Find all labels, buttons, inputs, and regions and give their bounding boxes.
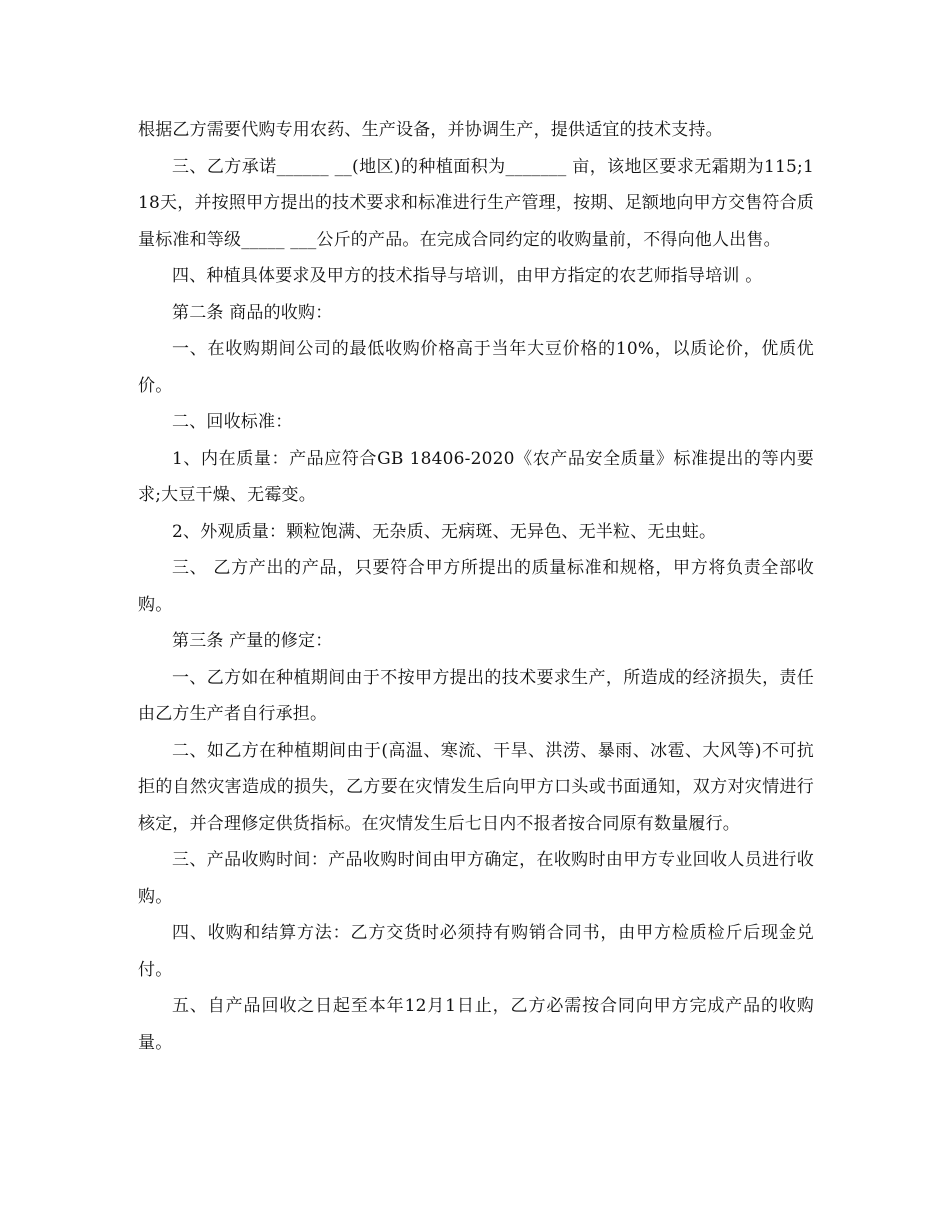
paragraph-purchase-price: 一、在收购期间公司的最低收购价格高于当年大豆价格的10%，以质论价，优质优价。	[138, 339, 814, 396]
paragraph-natural-disaster: 二、如乙方在种植期间由于(高温、寒流、干旱、洪涝、暴雨、冰雹、大风等)不可抗拒的自然灾害造成的损失，乙方要在灾情发生后向甲方口头或书面通知，双方对灾情进行核定，并合理修定供货指标。在灾情发生后七日内不报者按合同原有数量履行。	[138, 740, 814, 834]
paragraph-settlement-method: 四、收购和结算方法：乙方交货时必须持有购销合同书，由甲方检质检斤后现金兑付。	[138, 923, 814, 980]
paragraph-internal-quality: 1、内在质量：产品应符合GB 18406-2020《农产品安全质量》标准提出的等内要求;大豆干燥、无霉变。	[138, 448, 814, 505]
paragraph-completion-deadline: 五、自产品回收之日起至本年12月1日止，乙方必需按合同向甲方完成产品的收购量。	[138, 996, 814, 1053]
paragraph-clause-4-guidance: 四、种植具体要求及甲方的技术指导与培训，由甲方指定的农艺师指导培训 。	[172, 266, 763, 286]
article-2-heading: 第二条 商品的收购：	[172, 302, 333, 323]
paragraph-continuation: 根据乙方需要代购专用农药、生产设备，并协调生产，提供适宜的技术支持。	[138, 120, 723, 140]
paragraph-appearance-quality: 2、外观质量：颗粒饱满、无杂质、无病斑、无异色、无半粒、无虫蛀。	[172, 521, 717, 542]
paragraph-recovery-standard-heading: 二、回收标准：	[172, 412, 293, 432]
document-body	[138, 112, 814, 1061]
article-3-heading: 第三条 产量的修定：	[172, 631, 333, 651]
paragraph-full-purchase: 三、 乙方产出的产品，只要符合甲方所提出的质量标准和规格，甲方将负责全部收购。	[138, 558, 814, 615]
paragraph-purchase-time: 三、产品收购时间：产品收购时间由甲方确定，在收购时由甲方专业回收人员进行收购。	[138, 850, 814, 907]
paragraph-economic-loss: 一、乙方如在种植期间由于不按甲方提出的技术要求生产，所造成的经济损失，责任由乙方生产者自行承担。	[138, 667, 814, 724]
paragraph-clause-3-commitment: 三、乙方承诺______ __(地区)的种植面积为_______ 亩，该地区要求无霜期为115;118天，并按照甲方提出的技术要求和标准进行生产管理，按期、足额地向甲方交售符合质量标准和等级_____ ___公斤的产品。在完成合同约定的收购量前，不得向他人出售。	[138, 156, 814, 250]
